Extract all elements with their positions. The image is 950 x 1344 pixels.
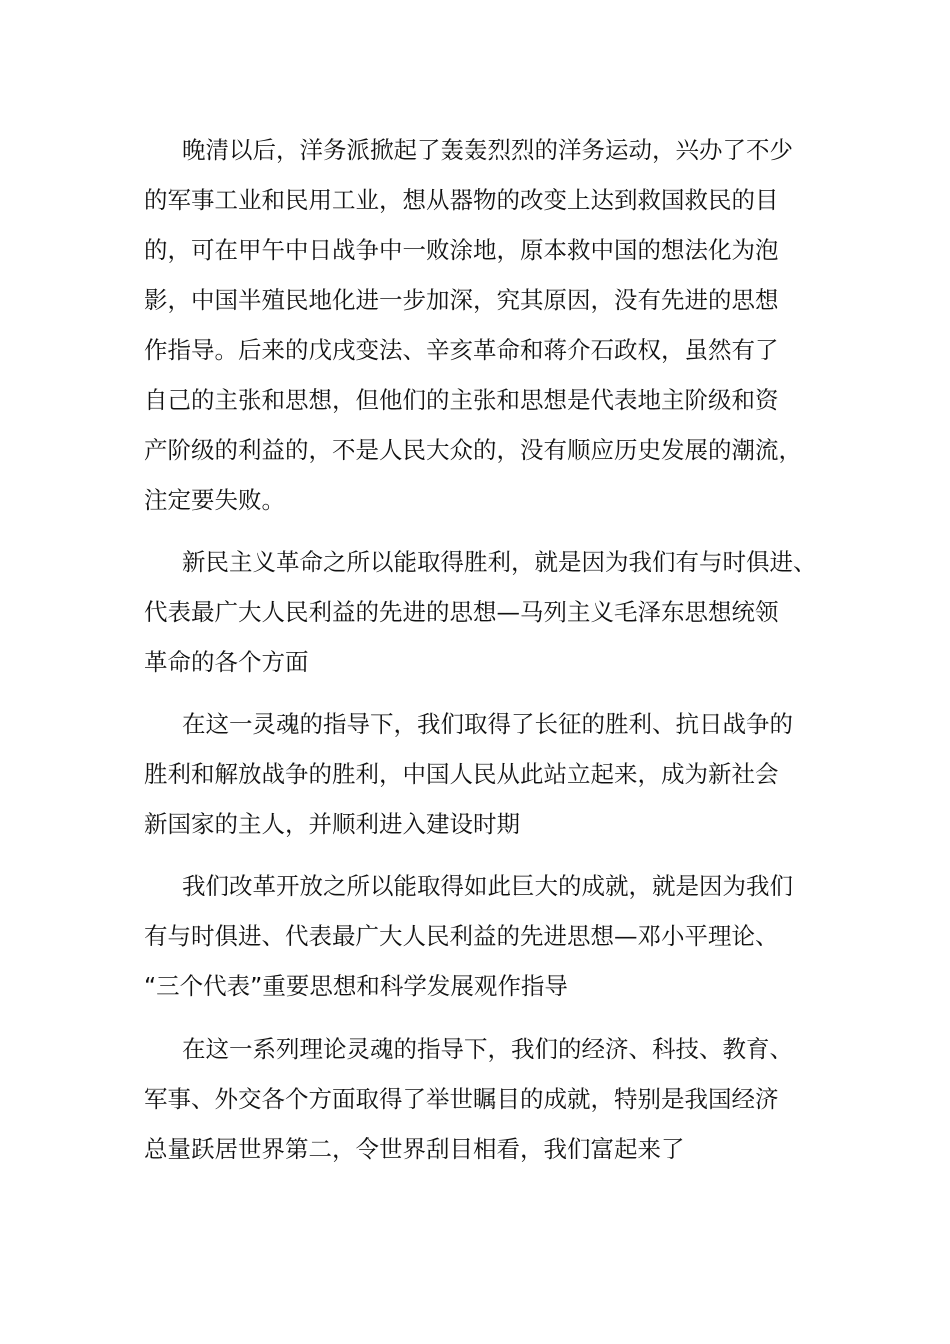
paragraph-line: 胜利和解放战争的胜利，中国人民从此站立起来，成为新社会 <box>144 760 779 788</box>
paragraph-line: 作指导。后来的戊戌变法、辛亥革命和蒋介石政权，虽然有了 <box>144 336 779 364</box>
paragraph-line: 在这一灵魂的指导下，我们取得了长征的胜利、抗日战争的 <box>182 710 793 738</box>
paragraph-4 <box>144 861 824 1011</box>
paragraph-line: 的，可在甲午中日战争中一败涂地，原本救中国的想法化为泡 <box>144 236 779 264</box>
paragraph-line: 晚清以后，洋务派掀起了轰轰烈烈的洋务运动，兴办了不少 <box>182 136 793 164</box>
paragraph-line: 的军事工业和民用工业，想从器物的改变上达到救国救民的目 <box>144 186 779 214</box>
paragraph-line: 革命的各个方面 <box>144 648 309 676</box>
paragraph-line: 新国家的主人，并顺利进入建设时期 <box>144 810 520 838</box>
paragraph-line: 代表最广大人民利益的先进的思想—马列主义毛泽东思想统领 <box>144 598 779 626</box>
paragraph-1 <box>144 125 824 525</box>
paragraph-line: 在这一系列理论灵魂的指导下，我们的经济、科技、教育、 <box>182 1035 793 1063</box>
paragraph-3 <box>144 699 824 849</box>
paragraph-line: 总量跃居世界第二，令世界刮目相看，我们富起来了 <box>144 1135 685 1163</box>
paragraph-line: 军事、外交各个方面取得了举世瞩目的成就，特别是我国经济 <box>144 1085 779 1113</box>
paragraph-2 <box>144 537 824 687</box>
paragraph-line: 有与时俱进、代表最广大人民利益的先进思想—邓小平理论、 <box>144 922 779 950</box>
paragraph-line: 新民主义革命之所以能取得胜利，就是因为我们有与时俱进、 <box>182 548 817 576</box>
paragraph-line: 自己的主张和思想，但他们的主张和思想是代表地主阶级和资 <box>144 386 779 414</box>
paragraph-5 <box>144 1024 824 1174</box>
paragraph-line: 产阶级的利益的，不是人民大众的，没有顺应历史发展的潮流， <box>144 436 802 464</box>
paragraph-line: “三个代表”重要思想和科学发展观作指导 <box>144 972 568 1000</box>
paragraph-line: 我们改革开放之所以能取得如此巨大的成就，就是因为我们 <box>182 872 793 900</box>
paragraph-line: 影，中国半殖民地化进一步加深，究其原因，没有先进的思想 <box>144 286 779 314</box>
paragraph-line: 注定要失败。 <box>144 486 285 514</box>
